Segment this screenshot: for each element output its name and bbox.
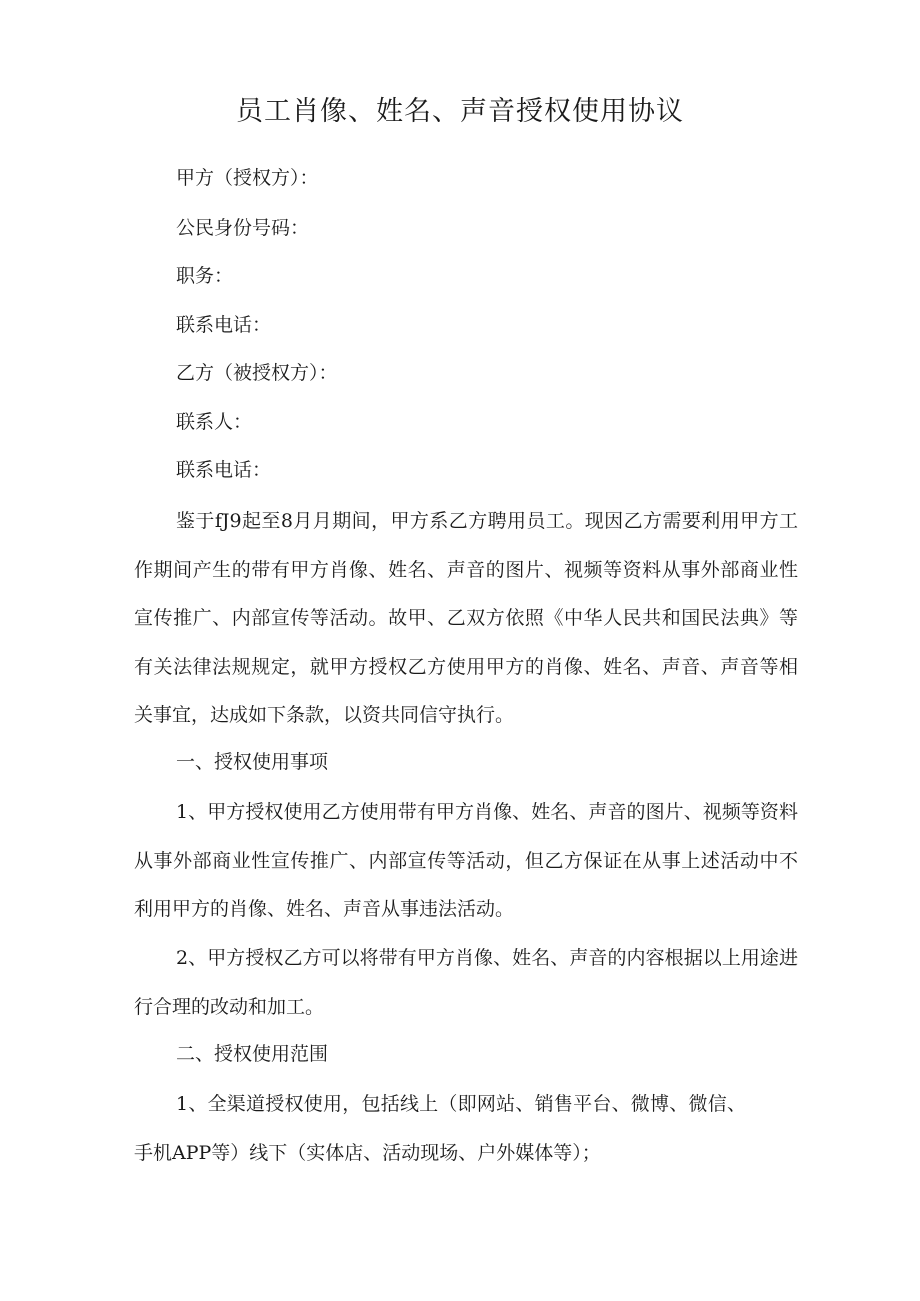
section2-heading: 二、授权使用范围 (176, 1043, 329, 1065)
document-title: 员工肖像、姓名、声音授权使用协议 (236, 96, 684, 127)
contact-person-label: 联系人： (176, 411, 253, 433)
position-label: 职务： (176, 265, 234, 287)
party-b-phone-label: 联系电话： (176, 459, 272, 481)
party-a-phone-label: 联系电话： (176, 314, 272, 336)
id-number-label: 公民身份号码： (176, 217, 310, 239)
party-a-label: 甲方（授权方）： (176, 167, 319, 189)
section1-heading: 一、授权使用事项 (176, 751, 329, 773)
section1-item2: 2、甲方授权乙方可以将带有甲方肖像、姓名、声音的内容根据以上用途进行合理的改动和加工。 (134, 947, 798, 1018)
party-b-label: 乙方（被授权方）： (176, 362, 338, 384)
section2-item1: 1、全渠道授权使用，包括线上（即网站、销售平台、微博、微信、手机APP等）线下（实体店、活动现场、户外媒体等）； (134, 1093, 746, 1164)
preamble-paragraph: 鉴于fJ9起至8月月期间，甲方系乙方聘用员工。现因乙方需要利用甲方工作期间产生的带有甲方肖像、姓名、声音的图片、视频等资料从事外部商业性宣传推广、内部宣传等活动。故甲、乙双方依照《中华人民共和国民法典》等有关法律法规规定，就甲方授权乙方使用甲方的肖像、姓名、声音、声音等相关事宜，达成如下条款，以资共同信守执行。 (134, 510, 798, 726)
section1-item1: 1、甲方授权使用乙方使用带有甲方肖像、姓名、声音的图片、视频等资料从事外部商业性宣传推广、内部宣传等活动，但乙方保证在从事上述活动中不利用甲方的肖像、姓名、声音从事违法活动。 (134, 801, 798, 920)
